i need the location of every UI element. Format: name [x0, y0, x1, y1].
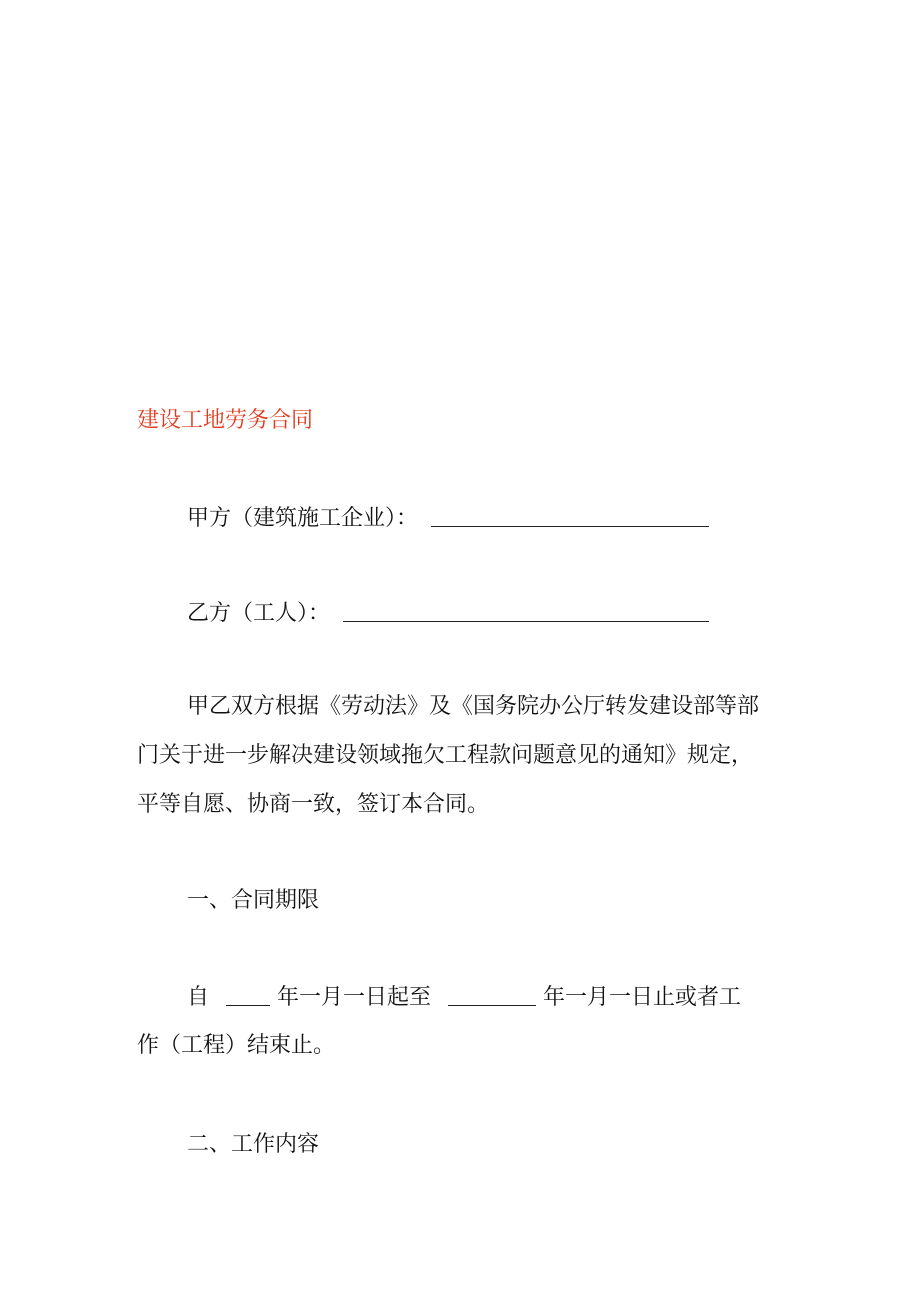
contract-term-line-1 [187, 983, 741, 1013]
party-a-row [187, 504, 709, 534]
end-year-blank [448, 983, 536, 1006]
party-a-label: 甲方（建筑施工企业）： [187, 506, 419, 531]
party-a-blank-line [431, 504, 709, 527]
section-2-heading: 二、工作内容 [187, 1132, 320, 1157]
intro-paragraph-line-2: 门关于进一步解决建设领域拖欠工程款问题意见的通知》规定， [137, 743, 754, 768]
party-b-label: 乙方（工人）： [187, 601, 331, 626]
party-b-row [187, 599, 709, 629]
intro-paragraph-line-3: 平等自愿、协商一致，签订本合同。 [137, 792, 490, 817]
party-b-blank-line [343, 599, 709, 622]
term-part-1: 年一月一日起至 [277, 985, 432, 1010]
start-year-blank [226, 983, 270, 1006]
document-title: 建设工地劳务合同 [137, 408, 314, 433]
section-1-heading: 一、合同期限 [187, 888, 320, 913]
intro-paragraph-line-1: 甲乙双方根据《劳动法》及《国务院办公厅转发建设部等部 [187, 694, 760, 719]
term-part-2: 年一月一日止或者工 [543, 985, 742, 1010]
term-prefix: 自 [187, 985, 210, 1010]
contract-term-line-2: 作（工程）结束止。 [137, 1033, 336, 1058]
